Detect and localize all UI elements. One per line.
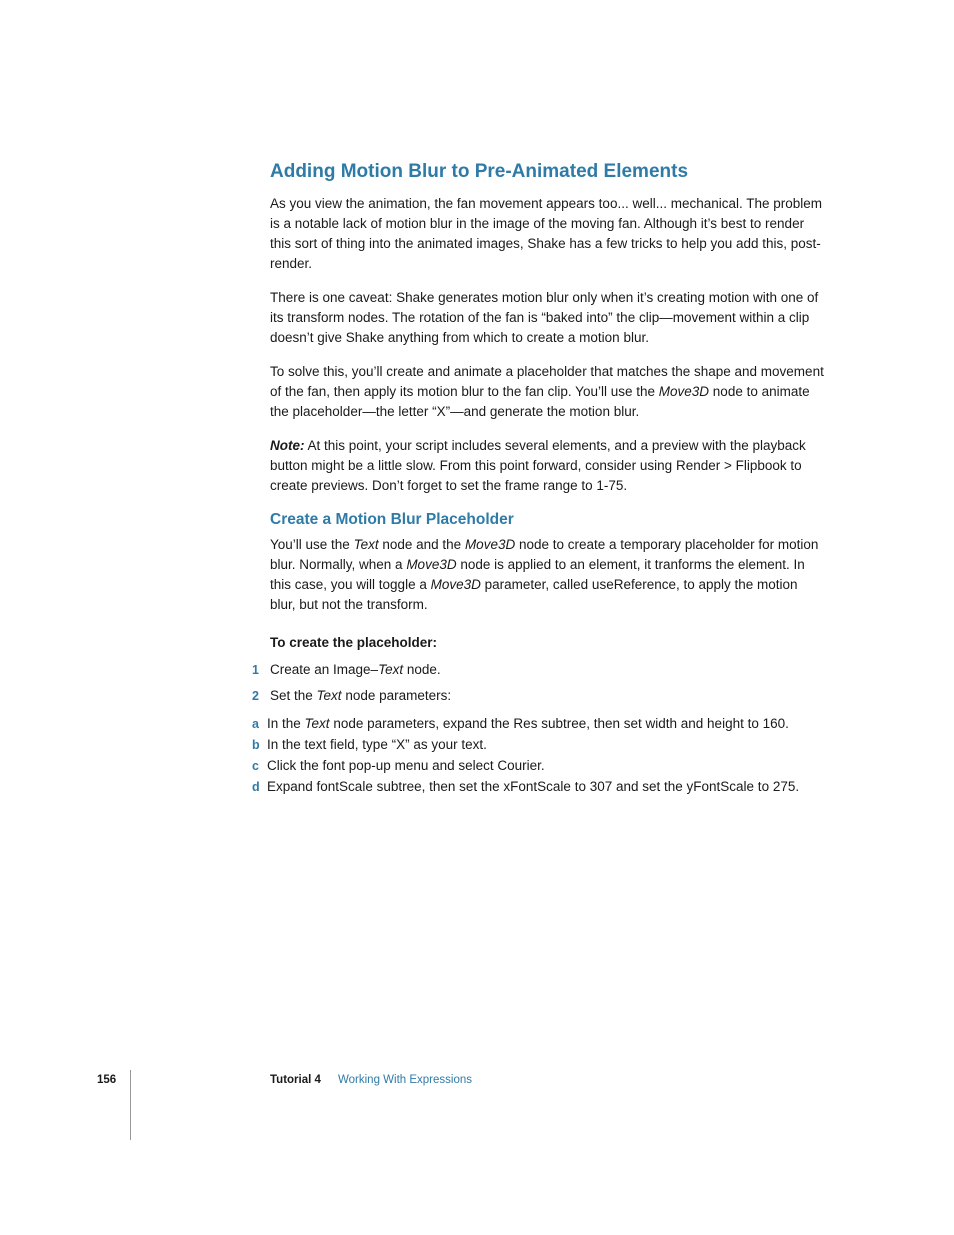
paragraph-intro-1: As you view the animation, the fan movement appears too... well... mechanical. The problem is a notable lack of motion blur in the image of the moving fan. Although it’s best to render this sort of thing into the animated images, Shake has a few tricks to help you add this, post-render.: [270, 196, 823, 271]
step-number: 1: [252, 663, 259, 677]
step-text: Set the Text node parameters:: [270, 688, 452, 703]
substep-text: In the Text node parameters, expand the Res subtree, then set width and height to 160.: [267, 716, 789, 731]
page-content: [252, 160, 824, 798]
footer-section: Working With Expressions: [338, 1074, 472, 1086]
lettered-substep: [252, 735, 824, 755]
lettered-substeps: [252, 714, 824, 797]
lettered-substep: [252, 777, 824, 797]
substep-letter: c: [252, 759, 259, 773]
substep-text: In the text field, type “X” as your text.: [267, 737, 487, 752]
numbered-steps: [252, 660, 824, 797]
section-heading: Adding Motion Blur to Pre-Animated Elements: [270, 161, 689, 182]
footer-divider: [130, 1070, 131, 1140]
subsection-heading: Create a Motion Blur Placeholder: [270, 511, 514, 528]
footer-chapter: Tutorial 4: [270, 1074, 321, 1086]
substep-text: Expand fontScale subtree, then set the xFontScale to 307 and set the yFontScale to 275.: [267, 779, 800, 794]
lettered-substep: [252, 756, 824, 776]
note-paragraph: Note: At this point, your script includes several elements, and a preview with the playback button might be a little slow. From this point forward, consider using Render > Flipbook to create previews. Don’t forget to set the frame range to 1-75.: [270, 438, 806, 493]
task-lead-in: To create the placeholder:: [270, 635, 438, 650]
numbered-step: [252, 686, 824, 706]
step-number: 2: [252, 689, 259, 703]
substep-letter: d: [252, 780, 260, 794]
page-number: 156: [97, 1074, 117, 1086]
lettered-substep: [252, 714, 824, 734]
paragraph-solution: To solve this, you’ll create and animate a placeholder that matches the shape and movement of the fan, then apply its motion blur to the fan clip. You’ll use the Move3D node to animate the placeholder—the letter “X”—and generate the motion blur.: [270, 364, 824, 419]
step-text: Create an Image–Text node.: [270, 662, 441, 677]
paragraph-placeholder-intro: You’ll use the Text node and the Move3D node to create a temporary placeholder for motion blur. Normally, when a Move3D node is applied to an element, it tranforms the element. In this case, you will toggle a Move3D parameter, called useReference, to apply the motion blur, but not the transform.: [270, 537, 819, 612]
numbered-step: [252, 660, 824, 680]
paragraph-caveat: There is one caveat: Shake generates motion blur only when it’s creating motion with one of its transform nodes. The rotation of the fan is “baked into” the clip—movement within a clip doesn’t give Shake anything from which to create a motion blur.: [270, 290, 819, 345]
substep-letter: a: [252, 717, 259, 731]
substep-text: Click the font pop-up menu and select Courier.: [267, 758, 545, 773]
substep-letter: b: [252, 738, 260, 752]
